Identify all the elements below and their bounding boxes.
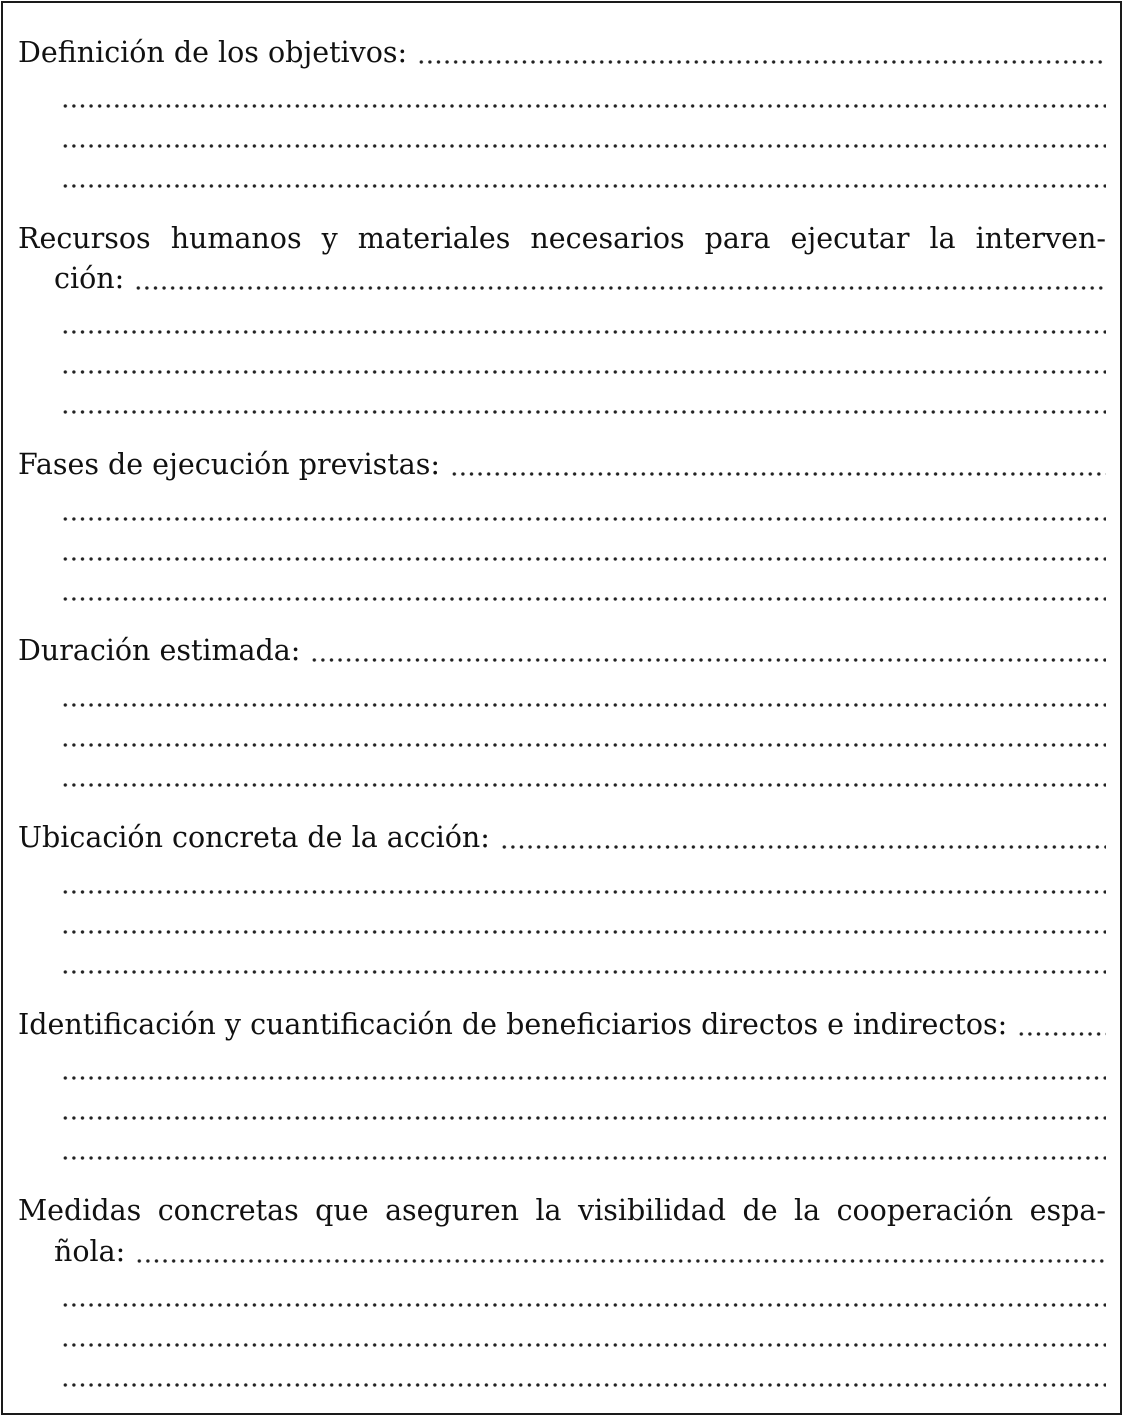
visibilidad-fill-line-1[interactable] xyxy=(135,1259,1106,1263)
recursos-label-word: materiales xyxy=(357,222,511,255)
recursos-label-word: la xyxy=(929,222,956,255)
recursos-label-word: ejecutar xyxy=(790,222,910,255)
ubicacion-label: Ubicación concreta de la acción: xyxy=(18,821,490,854)
objetivos-label: Definición de los objetivos: xyxy=(18,36,408,69)
beneficiarios-fill-line-2[interactable] xyxy=(61,1047,1106,1087)
visibilidad-label-word: concretas xyxy=(157,1194,299,1227)
recursos-label-word: interven- xyxy=(975,222,1106,255)
fases-fill-line-4[interactable] xyxy=(61,568,1106,608)
visibilidad-fill-line-3[interactable] xyxy=(61,1314,1106,1354)
recursos-label-cont: ción: xyxy=(54,262,125,295)
objetivos-fill-line-1[interactable] xyxy=(417,60,1106,64)
duracion-fill-line-2[interactable] xyxy=(61,674,1106,714)
duracion-fill-line-1[interactable] xyxy=(310,658,1106,662)
visibilidad-fill-line-4[interactable] xyxy=(61,1354,1106,1394)
fases-fill-line-2[interactable] xyxy=(61,488,1106,528)
objetivos-label-line xyxy=(18,31,1106,71)
duracion-label: Duración estimada: xyxy=(18,634,301,667)
visibilidad-label-word: visibilidad xyxy=(577,1194,727,1227)
ubicacion-fill-line-4[interactable] xyxy=(61,941,1106,981)
ubicacion-label-line xyxy=(18,816,1106,856)
visibilidad-label-word: de xyxy=(742,1194,778,1227)
objetivos-fill-line-3[interactable] xyxy=(61,115,1106,155)
recursos-fill-line-1[interactable] xyxy=(134,286,1106,290)
recursos-label-word: para xyxy=(704,222,771,255)
beneficiarios-fill-line-1[interactable] xyxy=(1017,1032,1106,1036)
visibilidad-label-word: cooperación xyxy=(836,1194,1014,1227)
visibilidad-label-word: la xyxy=(535,1194,562,1227)
ubicacion-fill-line-3[interactable] xyxy=(61,901,1106,941)
ubicacion-fill-line-2[interactable] xyxy=(61,861,1106,901)
beneficiarios-label-line xyxy=(18,1003,1106,1043)
visibilidad-label-cont-line xyxy=(54,1230,1106,1270)
visibilidad-fill-line-2[interactable] xyxy=(61,1274,1106,1314)
fases-fill-line-3[interactable] xyxy=(61,528,1106,568)
visibilidad-label-word: que xyxy=(315,1194,369,1227)
visibilidad-label-word: espa- xyxy=(1029,1194,1106,1227)
duracion-fill-line-4[interactable] xyxy=(61,754,1106,794)
recursos-fill-line-4[interactable] xyxy=(61,381,1106,421)
visibilidad-label-word: Medidas xyxy=(18,1194,142,1227)
visibilidad-label-word: la xyxy=(794,1194,821,1227)
duracion-fill-line-3[interactable] xyxy=(61,714,1106,754)
beneficiarios-label: Identificación y cuantificación de beneficiarios directos e indirectos: xyxy=(18,1008,1008,1041)
recursos-label-line xyxy=(18,217,1106,257)
recursos-label-word: y xyxy=(321,222,338,255)
recursos-fill-line-3[interactable] xyxy=(61,341,1106,381)
recursos-label-cont-line xyxy=(54,257,1106,297)
fases-label: Fases de ejecución previstas: xyxy=(18,448,440,481)
recursos-label-word: necesarios xyxy=(530,222,685,255)
visibilidad-label-line xyxy=(18,1189,1106,1229)
recursos-label-word: Recursos xyxy=(18,222,151,255)
beneficiarios-fill-line-3[interactable] xyxy=(61,1087,1106,1127)
duracion-label-line xyxy=(18,629,1106,669)
objetivos-fill-line-2[interactable] xyxy=(61,75,1106,115)
recursos-fill-line-2[interactable] xyxy=(61,301,1106,341)
fases-fill-line-1[interactable] xyxy=(450,472,1106,476)
visibilidad-label-cont: ñola: xyxy=(54,1235,126,1268)
beneficiarios-fill-line-4[interactable] xyxy=(61,1127,1106,1167)
fases-label-line xyxy=(18,443,1106,483)
objetivos-fill-line-4[interactable] xyxy=(61,155,1106,195)
visibilidad-label-word: aseguren xyxy=(385,1194,519,1227)
form-frame xyxy=(1,1,1122,1415)
ubicacion-fill-line-1[interactable] xyxy=(500,845,1106,849)
recursos-label-word: humanos xyxy=(170,222,302,255)
